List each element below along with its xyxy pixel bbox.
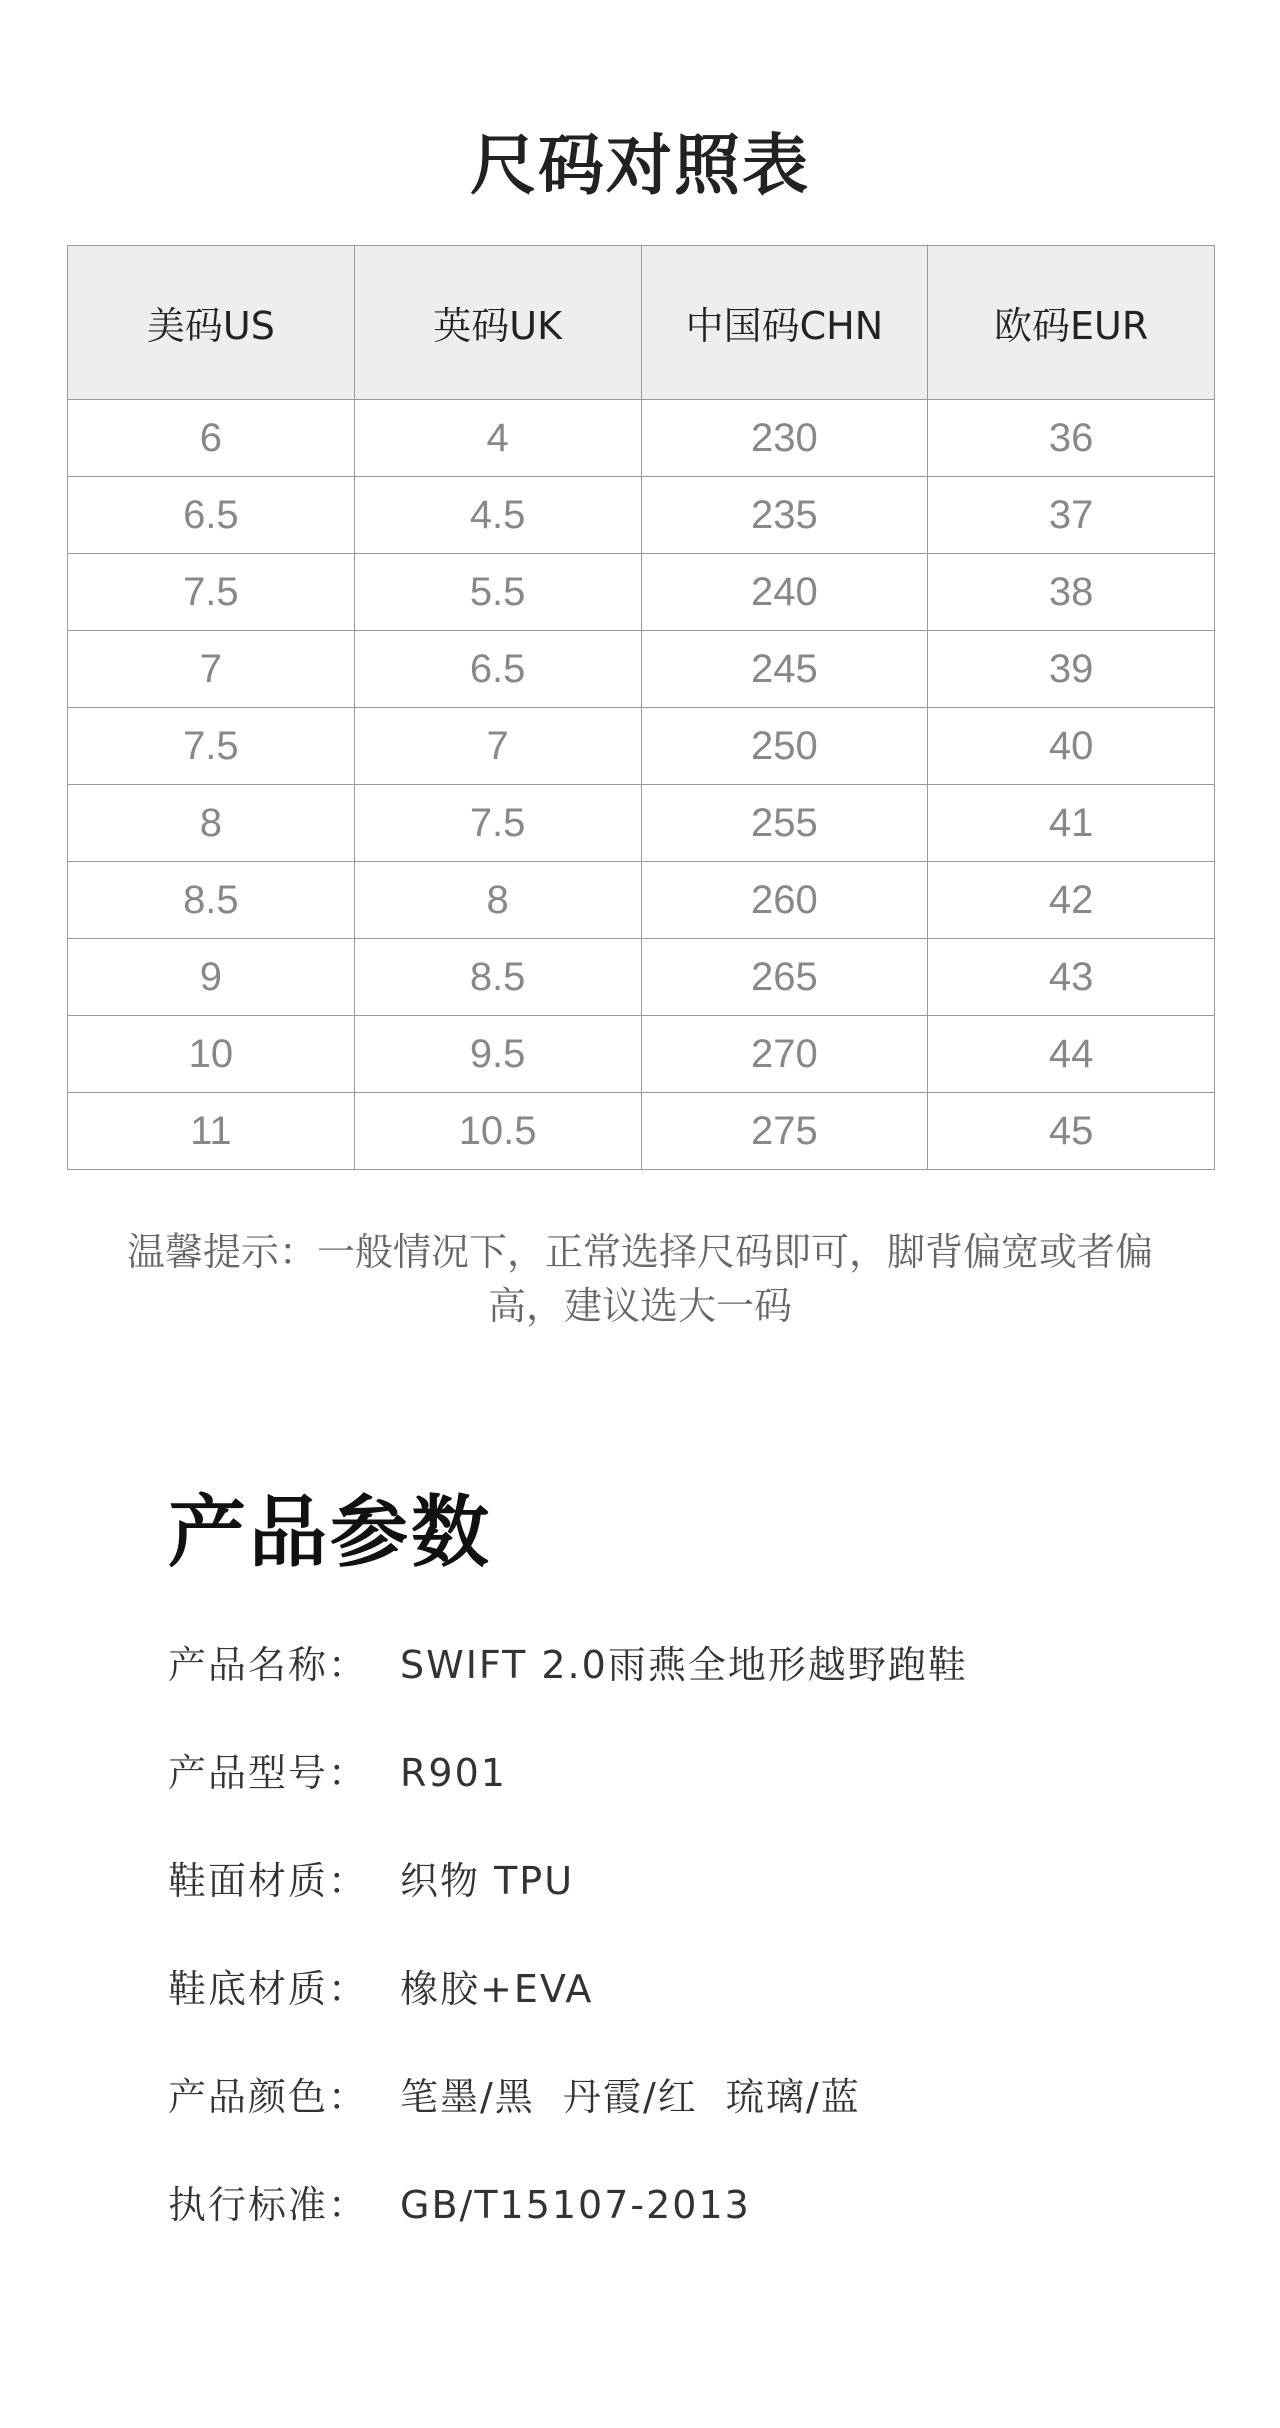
cell-uk: 6.5	[354, 631, 641, 708]
table-row	[68, 554, 1215, 631]
table-row	[68, 708, 1215, 785]
cell-eur: 45	[928, 1093, 1215, 1170]
cell-uk: 8	[354, 862, 641, 939]
cell-eur: 44	[928, 1016, 1215, 1093]
cell-us: 6	[68, 400, 355, 477]
cell-chn: 245	[641, 631, 928, 708]
header-uk: 英码UK	[354, 246, 641, 400]
size-tip: 温馨提示：一般情况下，正常选择尺码即可，脚背偏宽或者偏高，建议选大一码	[126, 1230, 1153, 1328]
cell-chn: 275	[641, 1093, 928, 1170]
param-value: 笔墨/黑 丹霞/红 琉璃/蓝	[400, 2075, 861, 2119]
param-row-upper-material	[168, 1851, 574, 1911]
table-row	[68, 400, 1215, 477]
param-label: 鞋面材质：	[168, 1859, 369, 1903]
cell-eur: 41	[928, 785, 1215, 862]
cell-us: 8	[68, 785, 355, 862]
param-row-sole-material	[168, 1959, 593, 2019]
param-label: 执行标准：	[168, 2183, 369, 2227]
cell-us: 7	[68, 631, 355, 708]
cell-uk: 10.5	[354, 1093, 641, 1170]
table-row	[68, 862, 1215, 939]
cell-chn: 240	[641, 554, 928, 631]
cell-eur: 36	[928, 400, 1215, 477]
cell-chn: 255	[641, 785, 928, 862]
param-row-standard	[168, 2175, 751, 2235]
params-title: 产品参数	[168, 1488, 493, 1578]
table-row	[68, 1093, 1215, 1170]
cell-eur: 42	[928, 862, 1215, 939]
table-row	[68, 785, 1215, 862]
cell-eur: 37	[928, 477, 1215, 554]
cell-us: 11	[68, 1093, 355, 1170]
table-header-row	[68, 246, 1215, 400]
param-label: 鞋底材质：	[168, 1967, 369, 2011]
param-value: 织物 TPU	[400, 1859, 575, 1903]
header-us: 美码US	[68, 246, 355, 400]
cell-us: 8.5	[68, 862, 355, 939]
cell-eur: 38	[928, 554, 1215, 631]
cell-uk: 7.5	[354, 785, 641, 862]
size-chart-title: 尺码对照表	[470, 127, 810, 204]
table-row	[68, 1016, 1215, 1093]
cell-uk: 8.5	[354, 939, 641, 1016]
cell-chn: 265	[641, 939, 928, 1016]
param-label: 产品型号：	[168, 1751, 369, 1795]
cell-us: 7.5	[68, 554, 355, 631]
cell-uk: 5.5	[354, 554, 641, 631]
header-eur: 欧码EUR	[928, 246, 1215, 400]
cell-us: 9	[68, 939, 355, 1016]
cell-us: 10	[68, 1016, 355, 1093]
param-label: 产品名称：	[168, 1643, 369, 1687]
cell-eur: 43	[928, 939, 1215, 1016]
param-row-colors	[168, 2067, 861, 2127]
cell-us: 7.5	[68, 708, 355, 785]
cell-uk: 4.5	[354, 477, 641, 554]
cell-uk: 9.5	[354, 1016, 641, 1093]
cell-chn: 260	[641, 862, 928, 939]
param-value: R901	[400, 1751, 507, 1795]
cell-eur: 40	[928, 708, 1215, 785]
param-value: GB/T15107-2013	[400, 2183, 751, 2227]
table-row	[68, 939, 1215, 1016]
param-row-model	[168, 1743, 507, 1803]
header-chn: 中国码CHN	[641, 246, 928, 400]
cell-uk: 4	[354, 400, 641, 477]
param-row-name	[168, 1635, 968, 1695]
table-row	[68, 631, 1215, 708]
size-chart-table	[67, 245, 1215, 1170]
cell-uk: 7	[354, 708, 641, 785]
param-label: 产品颜色：	[168, 2075, 369, 2119]
cell-us: 6.5	[68, 477, 355, 554]
cell-chn: 230	[641, 400, 928, 477]
cell-chn: 250	[641, 708, 928, 785]
param-value: SWIFT 2.0雨燕全地形越野跑鞋	[400, 1643, 968, 1687]
cell-eur: 39	[928, 631, 1215, 708]
cell-chn: 270	[641, 1016, 928, 1093]
cell-chn: 235	[641, 477, 928, 554]
param-value: 橡胶+EVA	[400, 1967, 594, 2011]
table-row	[68, 477, 1215, 554]
